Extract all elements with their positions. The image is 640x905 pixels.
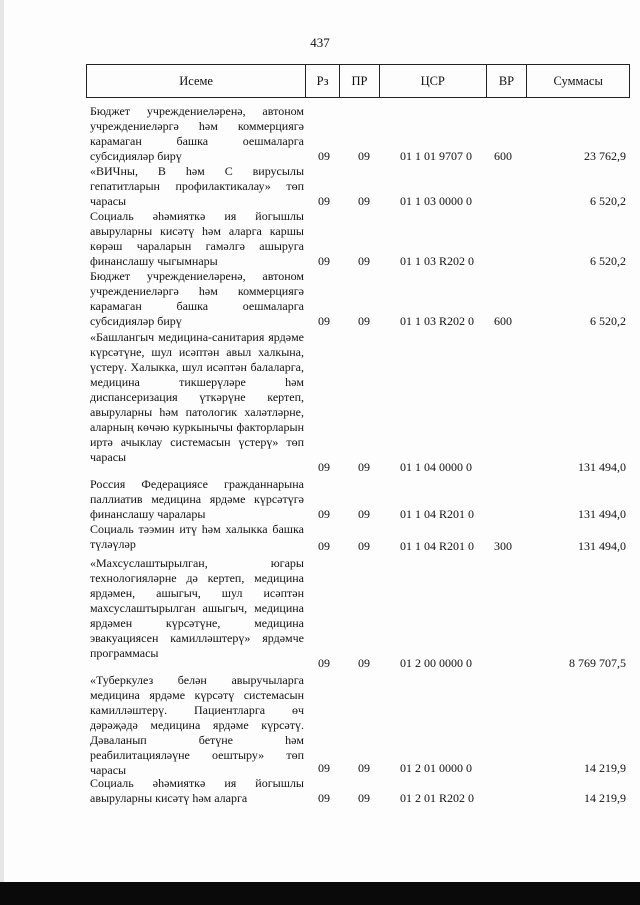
row-pr: 09: [358, 656, 370, 670]
row-name: «Туберкулез белән авыручыларга медицина ярдәме күрсәтү системасын камилләштерү. Пациентларга өч дәрәҗәдә медицина ярдәме күрсәтү. Дәваланып бетүне һәм реабилитацияләүне оештыру» төп чарасы: [90, 673, 304, 777]
row-pr: 09: [358, 761, 370, 775]
row-name: Социаль әһәмияткә ия йогышлы авыруларны кисәтү һәм аларга: [90, 776, 304, 805]
page-number: 437: [310, 35, 330, 50]
row-rz: 09: [318, 314, 330, 328]
table-header: [86, 64, 630, 98]
row-pr: 09: [358, 254, 370, 268]
header-name: Исеме: [87, 65, 306, 97]
row-csr: 01 2 01 R202 0: [400, 791, 475, 805]
row-pr: 09: [358, 149, 370, 163]
table-row: [86, 522, 630, 554]
row-rz: 09: [318, 194, 330, 208]
row-csr: 01 1 01 9707 0: [400, 149, 472, 163]
row-name: Бюджет учреждениеләренә, автоном учреждениеләргә һәм коммерциягә карамаган башка оешмаларга субсидияләр бирү: [90, 269, 304, 328]
table-row: [86, 556, 630, 671]
row-sum: 131 494,0: [578, 507, 626, 521]
row-rz: 09: [318, 460, 330, 474]
row-name: Социаль әһәмияткә ия йогышлы авыруларны кисәтү һәм аларга каршы көрәш чараларын гамәлгә ашыруга финанслашу чыгымнары: [90, 209, 304, 268]
row-csr: 01 1 03 R202 0: [400, 314, 475, 328]
table-row: [86, 269, 630, 330]
table-row: [86, 477, 630, 522]
scan-bottom-edge: [0, 882, 640, 905]
row-rz: 09: [318, 149, 330, 163]
row-csr: 01 1 04 R201 0: [400, 539, 475, 553]
row-pr: 09: [358, 539, 370, 553]
row-csr: 01 1 03 0000 0: [400, 194, 472, 208]
row-name: «Махсуслаштырылган, югары технологияләрне дә кертеп, медицина ярдәмен, ашыгыч, шул исәптән махсуслаштырылган ашыгыч, медицина ярдәмен күрсәтүне, медицина эвакуациясен камилләштерү» ярдәмче программасы: [90, 556, 304, 660]
row-pr: 09: [358, 460, 370, 474]
row-name: Социаль тәэмин итү һәм халыкка башка түләүләр: [90, 522, 304, 551]
row-vr: 600: [494, 149, 512, 163]
row-sum: 14 219,9: [584, 791, 626, 805]
header-vr: ВР: [487, 65, 528, 97]
table-row: [86, 104, 630, 164]
scan-left-edge: [0, 0, 4, 905]
row-pr: 09: [358, 194, 370, 208]
row-sum: 6 520,2: [590, 254, 626, 268]
row-rz: 09: [318, 656, 330, 670]
table-row: [86, 673, 630, 776]
row-csr: 01 2 00 0000 0: [400, 656, 472, 670]
row-name: «ВИЧны, В һәм С вирусылы гепатитларын профилактикалау» төп чарасы: [90, 164, 304, 208]
row-rz: 09: [318, 539, 330, 553]
row-rz: 09: [318, 761, 330, 775]
row-pr: 09: [358, 314, 370, 328]
row-sum: 131 494,0: [578, 539, 626, 553]
row-rz: 09: [318, 791, 330, 805]
table-row: [86, 776, 630, 808]
row-csr: 01 1 04 R201 0: [400, 507, 475, 521]
header-rz: Рз: [306, 65, 340, 97]
header-csr: ЦСР: [380, 65, 487, 97]
table-row: [86, 164, 630, 209]
row-csr: 01 2 01 0000 0: [400, 761, 472, 775]
row-name: Россия Федерациясе гражданнарына паллиатив медицина ярдәме күрсәтүгә финанслашу чаралары: [90, 477, 304, 521]
table-row: [86, 330, 630, 475]
row-name: «Башлангыч медицина-санитария ярдәме күрсәтүне, шул исәптән авыл халкына, үстерү. Халыкка, шул исәптән балаларга, медицина тикшерүләре һәм диспансеризация үткәрүне кертеп, авыруларны һәм патологик халәтләрне, аларның көчәю куркынычы факторларын иртә ачыклау системасын үстерү» төп чарасы: [90, 330, 304, 464]
row-csr: 01 1 03 R202 0: [400, 254, 475, 268]
row-sum: 6 520,2: [590, 314, 626, 328]
row-pr: 09: [358, 507, 370, 521]
header-sum: Суммасы: [553, 73, 603, 88]
header-pr: ПР: [340, 65, 380, 97]
row-sum: 23 762,9: [584, 149, 626, 163]
row-rz: 09: [318, 507, 330, 521]
row-vr: 300: [494, 539, 512, 553]
row-sum: 6 520,2: [590, 194, 626, 208]
table-row: [86, 209, 630, 269]
row-name: Бюджет учреждениеләренә, автоном учреждениеләргә һәм коммерциягә карамаган башка оешмаларга субсидияләр бирү: [90, 104, 304, 163]
row-csr: 01 1 04 0000 0: [400, 460, 472, 474]
row-sum: 14 219,9: [584, 761, 626, 775]
row-pr: 09: [358, 791, 370, 805]
row-sum: 131 494,0: [578, 460, 626, 474]
row-sum: 8 769 707,5: [569, 656, 626, 670]
row-vr: 600: [494, 314, 512, 328]
row-rz: 09: [318, 254, 330, 268]
